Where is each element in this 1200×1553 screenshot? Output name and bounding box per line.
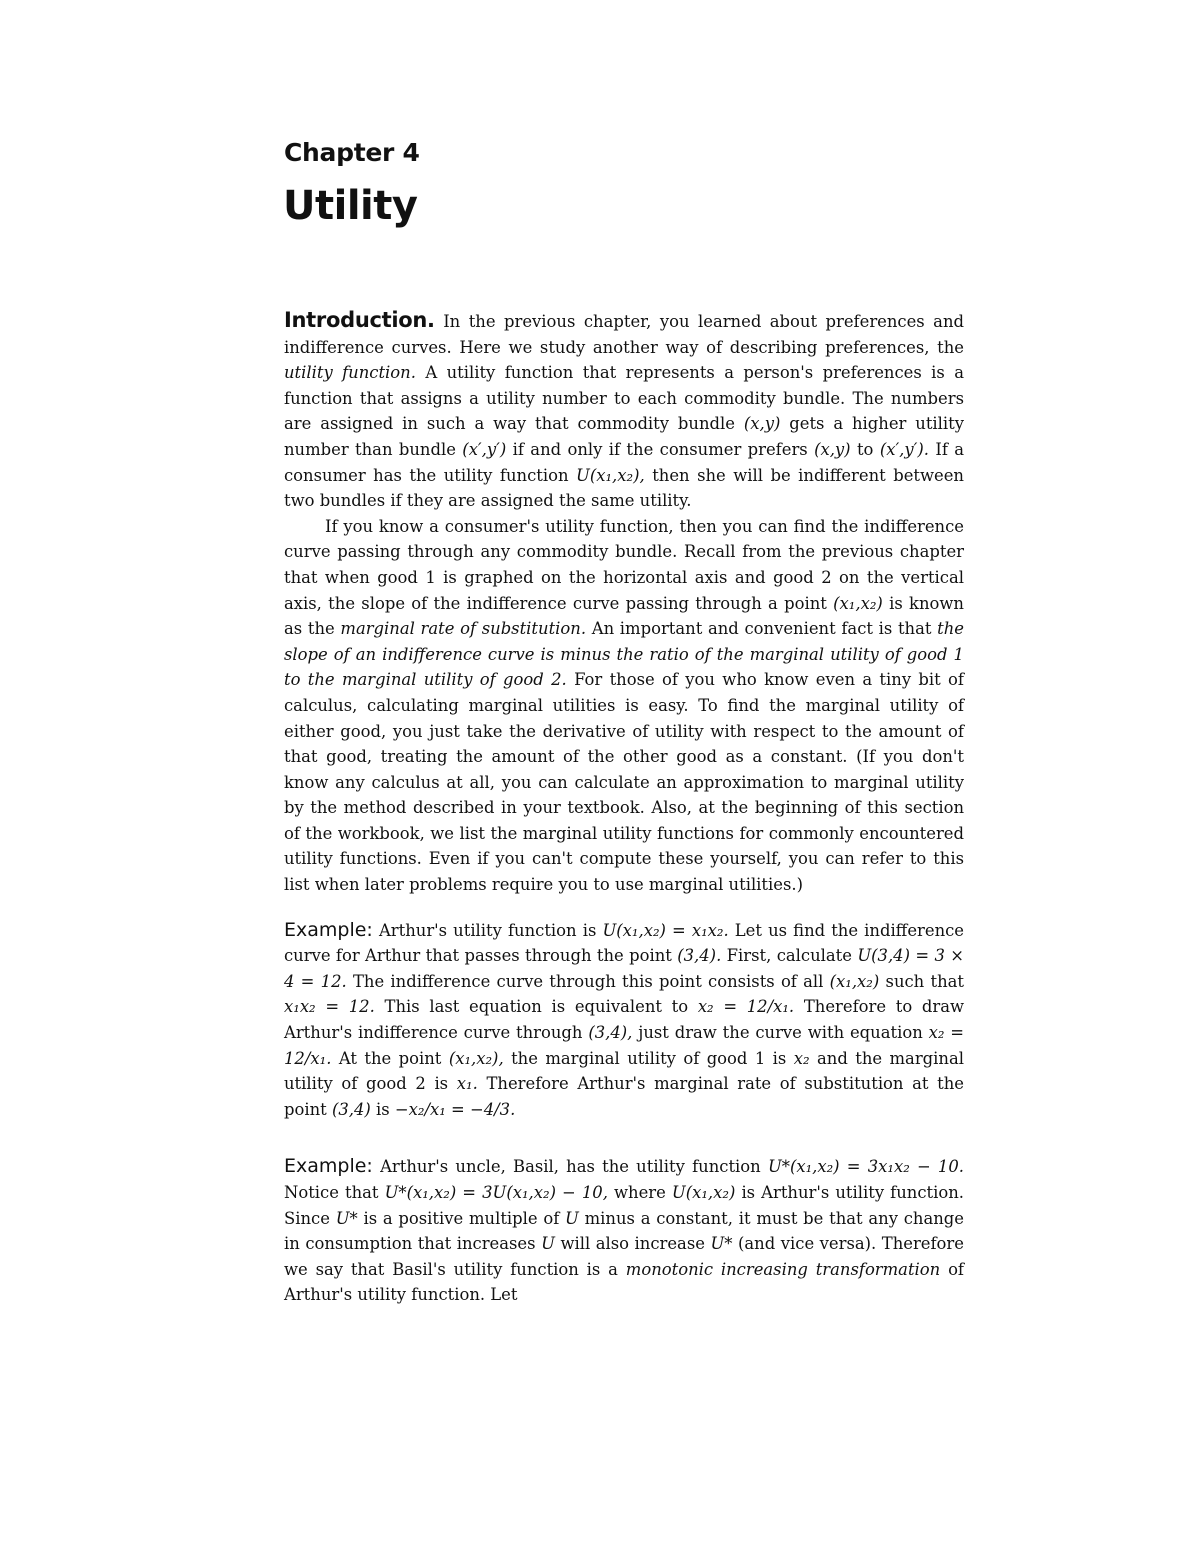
term-utility-function: utility function. bbox=[284, 363, 416, 383]
math-bundle-prime: (x′,y′) bbox=[462, 439, 507, 459]
math-eq: x₁. bbox=[456, 1074, 478, 1094]
math-eq: U*(x₁,x₂) = 3U(x₁,x₂) − 10, bbox=[384, 1183, 608, 1202]
example-1 bbox=[284, 918, 964, 1123]
example-label: Example: bbox=[284, 1155, 373, 1178]
intro-text-5: to bbox=[856, 439, 874, 459]
math-eq: (3,4), bbox=[588, 1023, 633, 1043]
math-point: (x₁,x₂) bbox=[833, 593, 883, 613]
term-mrs: marginal rate of substitution. bbox=[340, 619, 587, 639]
math-bundle-prime: (x′,y′). bbox=[879, 439, 929, 459]
para2-text-1: If you know a consumer's utility function, then you can find the indifference curve passing through any commodity bundle. Recall from the previous chapter that when good 1 is graphed on the horizontal axis and good 2 on the vertical axis, the slope of the indifference curve passing through a point bbox=[284, 516, 964, 613]
math-eq: (x₁,x₂) bbox=[829, 971, 880, 991]
intro-text-3: gets a higher utility number than bundle bbox=[284, 414, 964, 459]
ex2-text: will also increase bbox=[560, 1234, 705, 1254]
ex2-text: is Arthur's utility function. Since bbox=[284, 1183, 964, 1228]
ex2-text: of Arthur's utility function. Let bbox=[284, 1259, 964, 1305]
ex2-text: where bbox=[614, 1183, 666, 1202]
intro-text-1: In the previous chapter, you learned about preferences and indifference curves. Here we study another way of describing preferences, the bbox=[284, 312, 964, 357]
math-eq: (x₁,x₂), bbox=[448, 1048, 504, 1068]
para2-text-4: For those of you who know even a tiny bit of calculus, calculating marginal utilities is easy. To find the marginal utility of either good, you just take the derivative of utility with respect to the amount of that good, treating the amount of the other good as a constant. (If you don't know any calculus at all, you can calculate an approximation to marginal utility by the method described in your textbook. Also, at the beginning of this section of the workbook, we list the marginal utility functions for commonly encountered utility functions. Even if you can't compute these yourself, you can refer to this list when later problems require you to use marginal utilities.) bbox=[284, 670, 964, 895]
chapter-label: Chapter 4 bbox=[284, 138, 420, 167]
ex1-text: Arthur's utility function is bbox=[378, 920, 597, 940]
math-eq: U* bbox=[335, 1208, 358, 1228]
math-eq: U bbox=[565, 1208, 579, 1228]
ex1-text: The indifference curve through this point consists of all bbox=[352, 971, 824, 991]
para2-text-2: is known as the bbox=[284, 593, 964, 639]
ex2-text: minus a constant, it must be that any change in consumption that increases bbox=[284, 1208, 964, 1254]
example-label: Example: bbox=[284, 918, 373, 941]
math-eq: U*(x₁,x₂) = 3x₁x₂ − 10. bbox=[767, 1157, 964, 1177]
intro-text-7: then she will be indifferent between two bundles if they are assigned the same utility. bbox=[284, 465, 964, 511]
term-monotonic: monotonic increasing transformation bbox=[625, 1259, 941, 1279]
math-eq: U(x₁,x₂) = x₁x₂. bbox=[602, 920, 729, 940]
ex1-text: just draw the curve with equation bbox=[638, 1023, 923, 1043]
ex1-text: First, calculate bbox=[726, 946, 852, 966]
ex2-text: Notice that bbox=[284, 1183, 379, 1202]
chapter-title: Utility bbox=[283, 183, 418, 229]
math-eq: x₂ = 12/x₁. bbox=[697, 997, 795, 1017]
ex1-text: Therefore to draw Arthur's indifference curve through bbox=[284, 997, 965, 1043]
math-eq: U(3,4) = 3 × 4 = 12. bbox=[284, 946, 964, 991]
math-eq: −x₂/x₁ = −4/3. bbox=[394, 1099, 516, 1119]
math-bundle: (x,y) bbox=[814, 439, 851, 459]
ex2-text: (and vice versa). Therefore we say that Basil's utility function is a bbox=[284, 1234, 964, 1279]
emphasized-fact: the slope of an indifference curve is minus the ratio of the marginal utility of good 1 to the marginal utility of good 2. bbox=[284, 619, 964, 690]
mrs-paragraph bbox=[284, 514, 964, 898]
ex1-text: and the marginal utility of good 2 is bbox=[284, 1048, 964, 1094]
intro-text-2: A utility function that represents a person's preferences is a function that assigns a utility number to each commodity bundle. The numbers are assigned in such a way that commodity bundle bbox=[284, 363, 964, 434]
math-eq: U(x₁,x₂) bbox=[671, 1183, 736, 1202]
math-eq: x₁x₂ = 12. bbox=[284, 997, 375, 1017]
math-eq: x₂ bbox=[793, 1048, 810, 1068]
ex1-text: Therefore Arthur's marginal rate of substitution at the point bbox=[284, 1074, 965, 1119]
ex1-text: the marginal utility of good 1 is bbox=[511, 1048, 787, 1068]
example-2 bbox=[284, 1154, 964, 1308]
ex1-text: This last equation is equivalent to bbox=[384, 997, 689, 1017]
math-eq: (3,4). bbox=[677, 946, 722, 966]
math-eq: (3,4) bbox=[331, 1099, 371, 1119]
para2-text-3: An important and convenient fact is that bbox=[591, 619, 932, 639]
ex2-text: Arthur's uncle, Basil, has the utility function bbox=[380, 1157, 761, 1177]
math-utility-function: U(x₁,x₂), bbox=[576, 465, 645, 485]
math-eq: U bbox=[541, 1234, 555, 1254]
ex1-text: At the point bbox=[338, 1048, 442, 1068]
intro-text-6: If a consumer has the utility function bbox=[284, 439, 965, 485]
ex1-text: is bbox=[376, 1099, 390, 1119]
intro-text-4: if and only if the consumer prefers bbox=[512, 439, 808, 459]
intro-heading: Introduction. bbox=[284, 308, 435, 332]
chapter-body bbox=[284, 308, 964, 1308]
math-eq: x₂ = 12/x₁. bbox=[284, 1023, 964, 1068]
ex1-text: Let us find the indifference curve for Arthur that passes through the point bbox=[284, 920, 965, 966]
ex2-text: is a positive multiple of bbox=[363, 1208, 560, 1228]
math-eq: U* bbox=[710, 1234, 733, 1254]
math-bundle: (x,y) bbox=[743, 414, 781, 434]
intro-paragraph bbox=[284, 308, 964, 514]
ex1-text: such that bbox=[885, 971, 964, 991]
